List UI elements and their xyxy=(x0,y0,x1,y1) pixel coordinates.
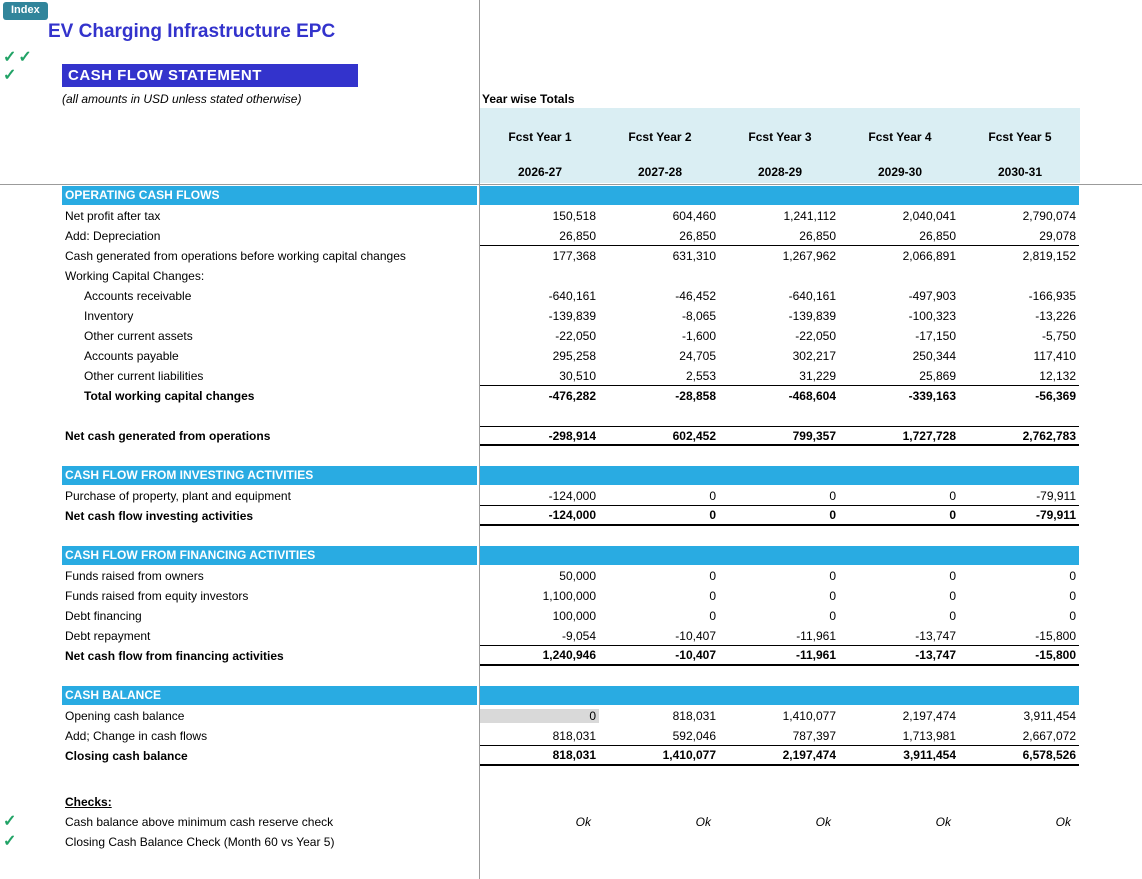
value-cell: 0 xyxy=(1069,609,1076,623)
value-cell: 250,344 xyxy=(912,349,956,363)
value-cell: -124,000 xyxy=(548,488,596,503)
row-label: Net profit after tax xyxy=(65,209,161,223)
section-header-financing xyxy=(62,546,1079,565)
row-label: Debt repayment xyxy=(65,629,151,643)
value-cell: 29,078 xyxy=(1039,228,1076,243)
value-cell: 0 xyxy=(949,488,956,503)
row-working-capital-changes-heading xyxy=(62,266,1079,286)
check-status-cell: Ok xyxy=(695,815,711,829)
row-label: Accounts receivable xyxy=(84,289,192,303)
value-cell: -166,935 xyxy=(1028,289,1076,303)
row-label: Net cash flow from financing activities xyxy=(65,649,284,663)
row-other-current-liabilities xyxy=(62,366,1079,386)
section-header-cash-balance xyxy=(62,686,1079,705)
value-cell: 2,667,072 xyxy=(1022,728,1076,743)
row-cash-generated-before-wc xyxy=(62,246,1079,266)
column-header-year3 xyxy=(720,108,840,183)
column-header-band xyxy=(480,108,1080,183)
value-cell: -56,369 xyxy=(1035,389,1076,403)
fiscal-year-label: 2028-29 xyxy=(757,165,803,179)
value-cell: 0 xyxy=(709,508,716,522)
value-cell: -298,914 xyxy=(548,428,596,443)
value-cell: -1,600 xyxy=(681,329,716,343)
row-label: Closing Cash Balance Check (Month 60 vs Year 5) xyxy=(65,835,335,849)
value-cell: -79,911 xyxy=(1036,488,1076,503)
value-cell: 1,240,946 xyxy=(542,648,596,662)
value-cell: -22,050 xyxy=(795,329,836,343)
value-cell: 0 xyxy=(1069,589,1076,603)
value-cell: 0 xyxy=(709,569,716,583)
row-label: Accounts payable xyxy=(84,349,179,363)
status-check-statement xyxy=(3,68,16,84)
section-header-operating xyxy=(62,186,1079,205)
row-change-in-cash-flows xyxy=(62,726,1079,746)
value-cell: -640,161 xyxy=(788,289,836,303)
section-band xyxy=(479,466,1079,485)
value-cell: 12,132 xyxy=(1039,368,1076,383)
value-cell: -9,054 xyxy=(561,628,596,643)
value-cell: 302,217 xyxy=(792,349,836,363)
row-add-depreciation xyxy=(62,226,1079,246)
row-opening-cash-balance xyxy=(62,706,1079,726)
section-title: CASH FLOW FROM FINANCING ACTIVITIES xyxy=(62,546,479,565)
row-label: Funds raised from equity investors xyxy=(65,589,249,603)
row-label: Cash balance above minimum cash reserve check xyxy=(65,815,334,829)
fiscal-year-label: 2029-30 xyxy=(877,165,923,179)
value-cell: 1,713,981 xyxy=(902,728,956,743)
row-label: Total working capital changes xyxy=(84,389,255,403)
value-cell: -139,839 xyxy=(788,309,836,323)
value-cell: 50,000 xyxy=(559,569,596,583)
value-cell: 2,197,474 xyxy=(902,709,956,723)
fcst-year-label: Fcst Year 2 xyxy=(628,130,692,144)
row-total-working-capital-changes xyxy=(62,386,1079,406)
check-icon: ✓ xyxy=(18,49,34,66)
row-label: Working Capital Changes: xyxy=(65,269,205,283)
value-cell: 295,258 xyxy=(552,349,596,363)
index-button[interactable]: Index xyxy=(3,2,48,20)
value-cell: -46,452 xyxy=(675,289,716,303)
value-cell: 26,850 xyxy=(559,228,596,243)
value-cell: -497,903 xyxy=(908,289,956,303)
value-cell: 26,850 xyxy=(799,228,836,243)
value-cell: 1,410,077 xyxy=(662,748,716,762)
value-cell: 1,267,962 xyxy=(782,249,836,263)
value-cell: 818,031 xyxy=(552,748,596,762)
status-checks-top xyxy=(3,50,34,66)
value-cell: 0 xyxy=(949,508,956,522)
checks-heading-text: Checks: xyxy=(65,795,112,809)
column-header-year4 xyxy=(840,108,960,183)
value-cell: -15,800 xyxy=(1035,648,1076,662)
pane-divider-vertical xyxy=(479,0,480,879)
value-cell: 2,197,474 xyxy=(782,748,836,762)
value-cell: -22,050 xyxy=(555,329,596,343)
value-cell: -15,800 xyxy=(1035,628,1076,643)
row-label: Net cash flow investing activities xyxy=(65,509,254,523)
statement-grid xyxy=(3,186,1079,852)
value-cell: -11,961 xyxy=(795,648,836,662)
row-accounts-receivable xyxy=(62,286,1079,306)
row-closing-cash-balance xyxy=(62,746,1079,766)
value-cell: -28,858 xyxy=(675,389,716,403)
value-cell: 26,850 xyxy=(679,228,716,243)
value-cell: 0 xyxy=(949,569,956,583)
spacer-row xyxy=(62,766,1079,792)
opening-balance-input-cell[interactable]: 0 xyxy=(479,709,599,723)
row-label: Add; Change in cash flows xyxy=(65,729,208,743)
fcst-year-label: Fcst Year 1 xyxy=(508,130,572,144)
check-icon: ✓ xyxy=(3,833,17,850)
value-cell: 602,452 xyxy=(672,428,716,443)
row-funds-equity-investors xyxy=(62,586,1079,606)
value-cell: 818,031 xyxy=(672,709,716,723)
value-cell: 150,518 xyxy=(552,209,596,223)
statement-subtitle: (all amounts in USD unless stated otherwise) xyxy=(62,92,302,106)
value-cell: -476,282 xyxy=(548,389,596,403)
row-label: Other current assets xyxy=(84,329,193,343)
value-cell: 2,790,074 xyxy=(1022,209,1076,223)
fiscal-year-label: 2026-27 xyxy=(517,165,563,179)
row-label: Other current liabilities xyxy=(84,369,204,383)
checks-heading xyxy=(62,795,479,809)
spacer-row xyxy=(62,666,1079,686)
section-band xyxy=(479,186,1079,205)
value-cell: 0 xyxy=(829,589,836,603)
value-cell: 592,046 xyxy=(672,728,716,743)
value-cell: -5,750 xyxy=(1041,329,1076,343)
check-status-cell: Ok xyxy=(815,815,831,829)
spacer-row xyxy=(62,406,1079,426)
value-cell: 1,410,077 xyxy=(782,709,836,723)
value-cell: 787,397 xyxy=(792,728,836,743)
value-cell: -8,065 xyxy=(681,309,716,323)
value-cell: 117,410 xyxy=(1033,349,1076,363)
row-net-cash-financing xyxy=(62,646,1079,666)
value-cell: 818,031 xyxy=(552,728,596,743)
column-header-year1 xyxy=(480,108,600,183)
value-cell: -13,226 xyxy=(1035,309,1076,323)
check-status-cell: Ok xyxy=(935,815,951,829)
row-net-cash-investing xyxy=(62,506,1079,526)
value-cell: 0 xyxy=(1069,569,1076,583)
spacer-row xyxy=(62,446,1079,466)
row-label: Opening cash balance xyxy=(65,709,185,723)
value-cell: -17,150 xyxy=(915,329,956,343)
row-label: Funds raised from owners xyxy=(65,569,204,583)
section-title: OPERATING CASH FLOWS xyxy=(62,186,479,205)
section-band xyxy=(479,686,1079,705)
value-cell: 24,705 xyxy=(679,349,716,363)
row-inventory xyxy=(62,306,1079,326)
pane-divider-horizontal xyxy=(0,184,1142,185)
row-other-current-assets xyxy=(62,326,1079,346)
value-cell: 3,911,454 xyxy=(903,748,956,762)
value-cell: 0 xyxy=(829,488,836,503)
value-cell: 26,850 xyxy=(919,228,956,243)
checks-heading-row xyxy=(62,792,1079,812)
value-cell: 0 xyxy=(829,508,836,522)
fiscal-year-label: 2027-28 xyxy=(637,165,683,179)
value-cell: -13,747 xyxy=(915,628,956,643)
value-cell: -13,747 xyxy=(915,648,956,662)
fcst-year-label: Fcst Year 5 xyxy=(988,130,1052,144)
year-wise-totals-label: Year wise Totals xyxy=(482,92,575,106)
row-check-min-cash-reserve xyxy=(3,812,1079,832)
row-label: Cash generated from operations before working capital changes xyxy=(65,249,406,263)
page-title: EV Charging Infrastructure EPC xyxy=(48,21,336,42)
value-cell: 177,368 xyxy=(552,249,596,263)
value-cell: 0 xyxy=(709,609,716,623)
section-title: CASH FLOW FROM INVESTING ACTIVITIES xyxy=(62,466,479,485)
section-title: CASH BALANCE xyxy=(62,686,479,705)
value-cell: -640,161 xyxy=(548,289,596,303)
value-cell: -468,604 xyxy=(788,389,836,403)
fiscal-year-label: 2030-31 xyxy=(997,165,1043,179)
row-label: Net cash generated from operations xyxy=(65,429,271,443)
value-cell: -124,000 xyxy=(548,508,596,522)
value-cell: -79,911 xyxy=(1035,508,1076,522)
spacer-row xyxy=(62,526,1079,546)
row-check-closing-balance xyxy=(3,832,1079,852)
row-debt-financing xyxy=(62,606,1079,626)
row-funds-owners xyxy=(62,566,1079,586)
value-cell: 2,762,783 xyxy=(1022,428,1076,443)
value-cell: 100,000 xyxy=(552,609,596,623)
section-header-investing xyxy=(62,466,1079,485)
check-icon: ✓ xyxy=(3,813,17,830)
value-cell: 3,911,454 xyxy=(1023,709,1076,723)
row-debt-repayment xyxy=(62,626,1079,646)
row-net-profit-after-tax xyxy=(62,206,1079,226)
column-header-year2 xyxy=(600,108,720,183)
value-cell: 0 xyxy=(949,609,956,623)
row-label: Debt financing xyxy=(65,609,142,623)
value-cell: 2,819,152 xyxy=(1022,249,1076,263)
value-cell: 1,727,728 xyxy=(902,428,956,443)
check-icon: ✓ xyxy=(3,67,17,84)
value-cell: 1,241,112 xyxy=(783,209,836,223)
value-cell: -139,839 xyxy=(548,309,596,323)
row-label: Purchase of property, plant and equipment xyxy=(65,489,291,503)
value-cell: 30,510 xyxy=(559,368,596,383)
value-cell: -339,163 xyxy=(908,389,956,403)
value-cell: -100,323 xyxy=(908,309,956,323)
value-cell: 0 xyxy=(709,488,716,503)
column-header-year5 xyxy=(960,108,1080,183)
value-cell: 0 xyxy=(949,589,956,603)
row-label: Add: Depreciation xyxy=(65,229,161,243)
value-cell: 0 xyxy=(829,609,836,623)
row-net-cash-from-operations xyxy=(62,426,1079,446)
value-cell: 0 xyxy=(829,569,836,583)
value-cell: 2,066,891 xyxy=(902,249,956,263)
value-cell: 631,310 xyxy=(672,249,716,263)
check-status-cell: Ok xyxy=(575,815,591,829)
fcst-year-label: Fcst Year 4 xyxy=(868,130,932,144)
value-cell: 0 xyxy=(709,589,716,603)
value-cell: 2,553 xyxy=(685,368,716,383)
value-cell: 799,357 xyxy=(792,428,836,443)
row-accounts-payable xyxy=(62,346,1079,366)
row-label: Inventory xyxy=(84,309,134,323)
fcst-year-label: Fcst Year 3 xyxy=(748,130,812,144)
value-cell: -11,961 xyxy=(796,628,836,643)
check-status-cell: Ok xyxy=(1055,815,1071,829)
value-cell: 6,578,526 xyxy=(1022,748,1076,762)
row-label: Closing cash balance xyxy=(65,749,188,763)
check-icon: ✓ xyxy=(3,49,19,66)
value-cell: -10,407 xyxy=(675,648,716,662)
value-cell: 31,229 xyxy=(799,368,836,383)
value-cell: 2,040,041 xyxy=(902,209,956,223)
row-purchase-ppe xyxy=(62,486,1079,506)
statement-title-banner: CASH FLOW STATEMENT xyxy=(62,64,358,87)
section-band xyxy=(479,546,1079,565)
value-cell: -10,407 xyxy=(675,628,716,643)
value-cell: 604,460 xyxy=(672,209,716,223)
value-cell: 25,869 xyxy=(919,368,956,383)
value-cell: 1,100,000 xyxy=(542,589,596,603)
